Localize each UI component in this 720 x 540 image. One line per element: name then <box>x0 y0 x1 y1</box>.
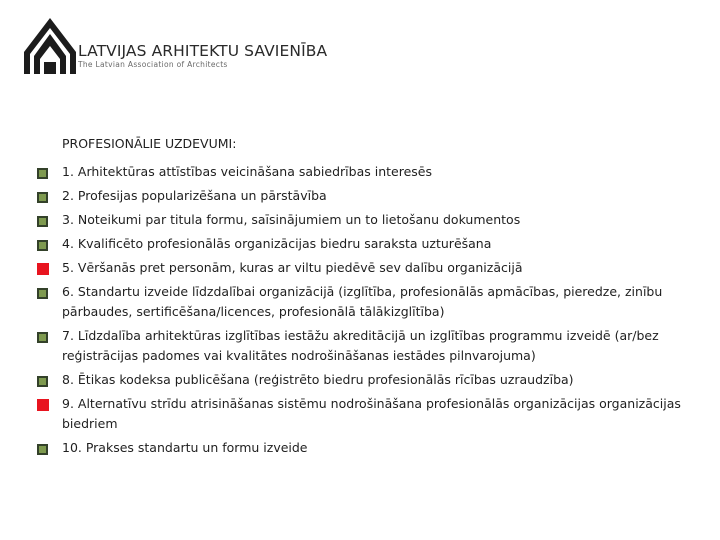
list-item <box>36 282 696 322</box>
list-item <box>36 438 696 458</box>
square-bullet-icon <box>37 168 48 179</box>
square-bullet-icon <box>37 216 48 227</box>
page-heading: PROFESIONĀLIE UZDEVUMI: <box>62 136 237 151</box>
list-item <box>36 258 696 278</box>
square-bullet-icon <box>37 376 48 387</box>
square-bullet-icon <box>37 332 48 343</box>
tasks-list <box>36 162 696 458</box>
list-item-text: 7. Līdzdalība arhitektūras izglītības iestāžu akreditācijā un izglītības programmu izveidē (ar/bez reģistrācijas padomes vai kvalitātes nodrošināšanas iestādes pilnvarojuma) <box>62 328 659 363</box>
list-item-text: 9. Alternatīvu strīdu atrisināšanas sistēmu nodrošināšana profesionālās organizācijas organizācijas biedriem <box>62 396 681 431</box>
list-item <box>36 162 696 182</box>
list-item-text: 2. Profesijas popularizēšana un pārstāvība <box>62 188 327 203</box>
org-logo <box>24 18 384 74</box>
org-name-english: The Latvian Association of Architects <box>78 60 228 69</box>
main-content <box>36 134 696 462</box>
list-item <box>36 326 696 366</box>
list-item-text: 6. Standartu izveide līdzdalībai organizācijā (izglītība, profesionālās apmācības, pieredze, zinību pārbaudes, sertificēšana/licences, profesionālā tālākizglītība) <box>62 284 663 319</box>
square-bullet-icon <box>37 192 48 203</box>
list-item-text: 8. Ētikas kodeksa publicēšana (reģistrēto biedru profesionālās rīcības uzraudzība) <box>62 372 574 387</box>
square-bullet-icon <box>37 399 49 411</box>
list-item-text: 5. Vēršanās pret personām, kuras ar viltu piedēvē sev dalību organizācijā <box>62 260 523 275</box>
list-item-text: 10. Prakses standartu un formu izveide <box>62 440 308 455</box>
list-item <box>36 234 696 254</box>
square-bullet-icon <box>37 263 49 275</box>
list-item <box>36 186 696 206</box>
list-item-text: 1. Arhitektūras attīstības veicināšana sabiedrības interesēs <box>62 164 432 179</box>
las-logo-icon <box>24 18 76 74</box>
list-item <box>36 210 696 230</box>
list-item <box>36 370 696 390</box>
list-item-text: 3. Noteikumi par titula formu, saīsinājumiem un to lietošanu dokumentos <box>62 212 521 227</box>
square-bullet-icon <box>37 240 48 251</box>
org-name: LATVIJAS ARHITEKTU SAVIENĪBA <box>78 42 328 60</box>
list-item-text: 4. Kvalificēto profesionālās organizācijas biedru saraksta uzturēšana <box>62 236 492 251</box>
square-bullet-icon <box>37 288 48 299</box>
square-bullet-icon <box>37 444 48 455</box>
list-item <box>36 394 696 434</box>
